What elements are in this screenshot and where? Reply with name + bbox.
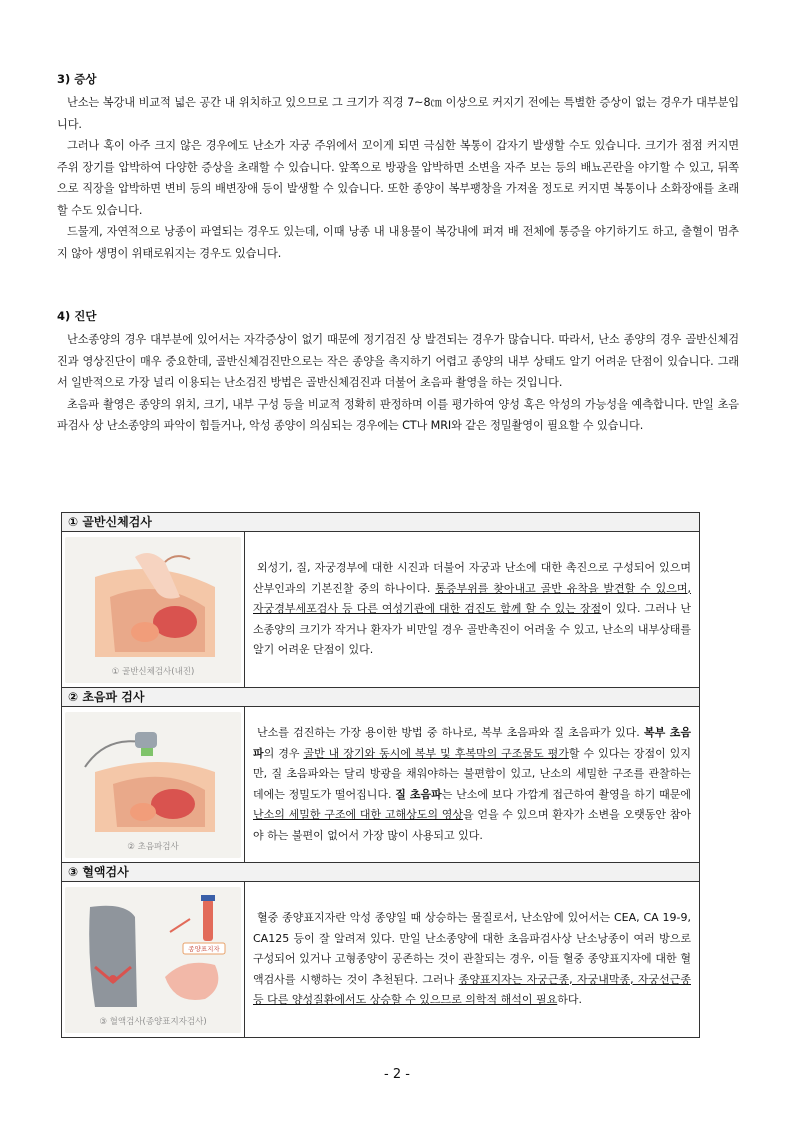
exam-header-pelvic: ① 골반신체검사 — [62, 513, 700, 532]
blood-test-image-cell — [62, 882, 245, 1038]
underlined-text: 난소의 세밀한 구조에 대한 고해상도의 영상 — [253, 808, 463, 821]
section-diagnosis — [57, 307, 739, 437]
paragraph: 드물게, 자연적으로 낭종이 파열되는 경우도 있는데, 이때 낭종 내 내용물이 복강내에 퍼져 배 전체에 통증을 야기하기도 하고, 출혈이 멈추지 않아 생명이 위태로워지는 경우도 있습니다. — [57, 225, 739, 260]
text: 할 수 있다는 장점이 있지만, 질 초음파와는 달리 방광을 채워야하는 불편함이 있고, 난소의 세밀한 구조를 관찰하는 데에는 정밀도가 떨어집니다. — [253, 746, 692, 801]
ultrasound-description — [245, 707, 700, 863]
exam-table — [61, 512, 700, 1038]
underlined-text: 골반 내 장기와 동시에 복부 및 후복막의 구조물도 평가 — [303, 746, 569, 760]
bold-text: 복부 초음파 — [253, 726, 691, 760]
ultrasound-image-cell — [62, 707, 245, 863]
pelvic-exam-description — [245, 532, 700, 688]
text: 을 얻을 수 있으며 환자가 소변을 오랫동안 참아야 하는 불편이 없어서 가장 많이 사용되고 있다. — [253, 808, 691, 842]
text: 이 있다. 그러나 난소종양의 크기가 작거나 환자가 비만일 경우 골반촉진이 어려울 수 있고, 난소의 내부상태를 알기 어려운 단점이 있다. — [253, 602, 691, 657]
blood-test-description — [245, 882, 700, 1038]
pelvic-exam-icon — [65, 537, 241, 683]
underlined-text: 종양표지자는 자궁근종, 자궁내막종, 자궁선근종 등 다른 양성질환에서도 상승할 수 있으므로 의학적 해석이 필요 — [253, 972, 691, 1007]
section-title: 3) 증상 — [57, 72, 97, 86]
underlined-text: 통증부위를 찾아내고 골반 유착을 발견할 수 있으며, 자궁경부세포검사 등 다른 여성기관에 대한 검진도 함께 할 수 있는 장점 — [253, 581, 692, 616]
exam-header-blood: ③ 혈액검사 — [62, 863, 700, 882]
bold-text: 질 초음파 — [395, 787, 442, 801]
pelvic-exam-illustration — [65, 537, 241, 683]
image-caption: ① 골반신체검사(내진) — [111, 666, 195, 677]
image-caption: ③ 혈액검사(종양표지자검사) — [99, 1016, 207, 1027]
paragraph: 난소는 복강내 비교적 넓은 공간 내 위치하고 있으므로 그 크기가 직경 7~8㎝ 이상으로 커지기 전에는 특별한 증상이 없는 경우가 대부분입니다. — [57, 96, 739, 131]
ultrasound-icon — [65, 712, 241, 858]
text: 의 경우 — [263, 746, 304, 760]
text: 혈중 종양표지자란 악성 종양일 때 상승하는 물질로서, 난소암에 있어서는 CEA, CA 19-9, CA125 등이 잘 알려져 있다. 만일 난소종양에 대한 초음파검사상 난소낭종이 여러 방으로 구성되어 있거나 고형종양이 공존하는 것이 관찰되는 경우, 이들 혈중 종양표지자에 대한 혈액검사를 시행하는 것이 추천된다. 그러나 — [253, 911, 691, 986]
text: 는 난소에 보다 가깝게 접근하여 촬영을 하기 때문에 — [441, 787, 692, 801]
text: 외성기, 질, 자궁경부에 대한 시진과 더불어 자궁과 난소에 대한 촉진으로 구성되어 있으며 산부인과의 기본진찰 중의 하나이다. — [253, 561, 691, 595]
tumor-marker-label: 종양표지자 — [188, 944, 220, 953]
paragraph: 난소종양의 경우 대부분에 있어서는 자각증상이 없기 때문에 정기검진 상 발견되는 경우가 많습니다. 따라서, 난소 종양의 경우 골반신체검진과 영상진단이 매우 중요한데, 골반신체검진만으로는 작은 종양을 촉지하기 어렵고 종양의 내부 상태도 알기 어려운 단점이 있습니다. 그래서 일반적으로 가장 널리 이용되는 난소검진 방법은 골반신체검진과 더불어 초음파 촬영을 하는 것입니다. — [57, 333, 739, 389]
section-title: 4) 진단 — [57, 309, 97, 323]
image-caption: ② 초음파검사 — [127, 841, 179, 852]
text: 하다. — [557, 993, 582, 1007]
page-number: - 2 - — [384, 1067, 410, 1082]
pelvic-exam-image-cell — [62, 532, 245, 688]
paragraph: 초음파 촬영은 종양의 위치, 크기, 내부 구성 등을 비교적 정확히 판정하며 이를 평가하여 양성 혹은 악성의 가능성을 예측합니다. 만일 초음파검사 상 난소종양의 파악이 힘들거나, 악성 종양이 의심되는 경우에는 CT나 MRI와 같은 정밀촬영이 필요할 수 있습니다. — [57, 397, 739, 432]
text: 난소를 검진하는 가장 용이한 방법 중 하나로, 복부 초음파와 질 초음파가 있다. — [257, 726, 644, 739]
ultrasound-illustration — [65, 712, 241, 858]
blood-test-icon — [65, 887, 241, 1033]
exam-header-ultrasound: ② 초음파 검사 — [62, 688, 700, 707]
blood-test-illustration — [65, 887, 241, 1033]
section-symptoms — [57, 70, 739, 264]
paragraph: 그러나 혹이 아주 크지 않은 경우에도 난소가 자궁 주위에서 꼬이게 되면 극심한 복통이 갑자기 발생할 수도 있습니다. 크기가 점점 커지면 주위 장기를 압박하여 다양한 증상을 초래할 수 있습니다. 앞쪽으로 방광을 압박하면 소변을 자주 보는 등의 배뇨곤란을 야기할 수 있고, 뒤쪽으로 직장을 압박하면 변비 등의 배변장애 등이 발생할 수 있습니다. 또한 종양이 복부팽창을 가져올 정도로 커지면 복통이나 소화장애를 초래할 수도 있습니다. — [57, 139, 739, 217]
